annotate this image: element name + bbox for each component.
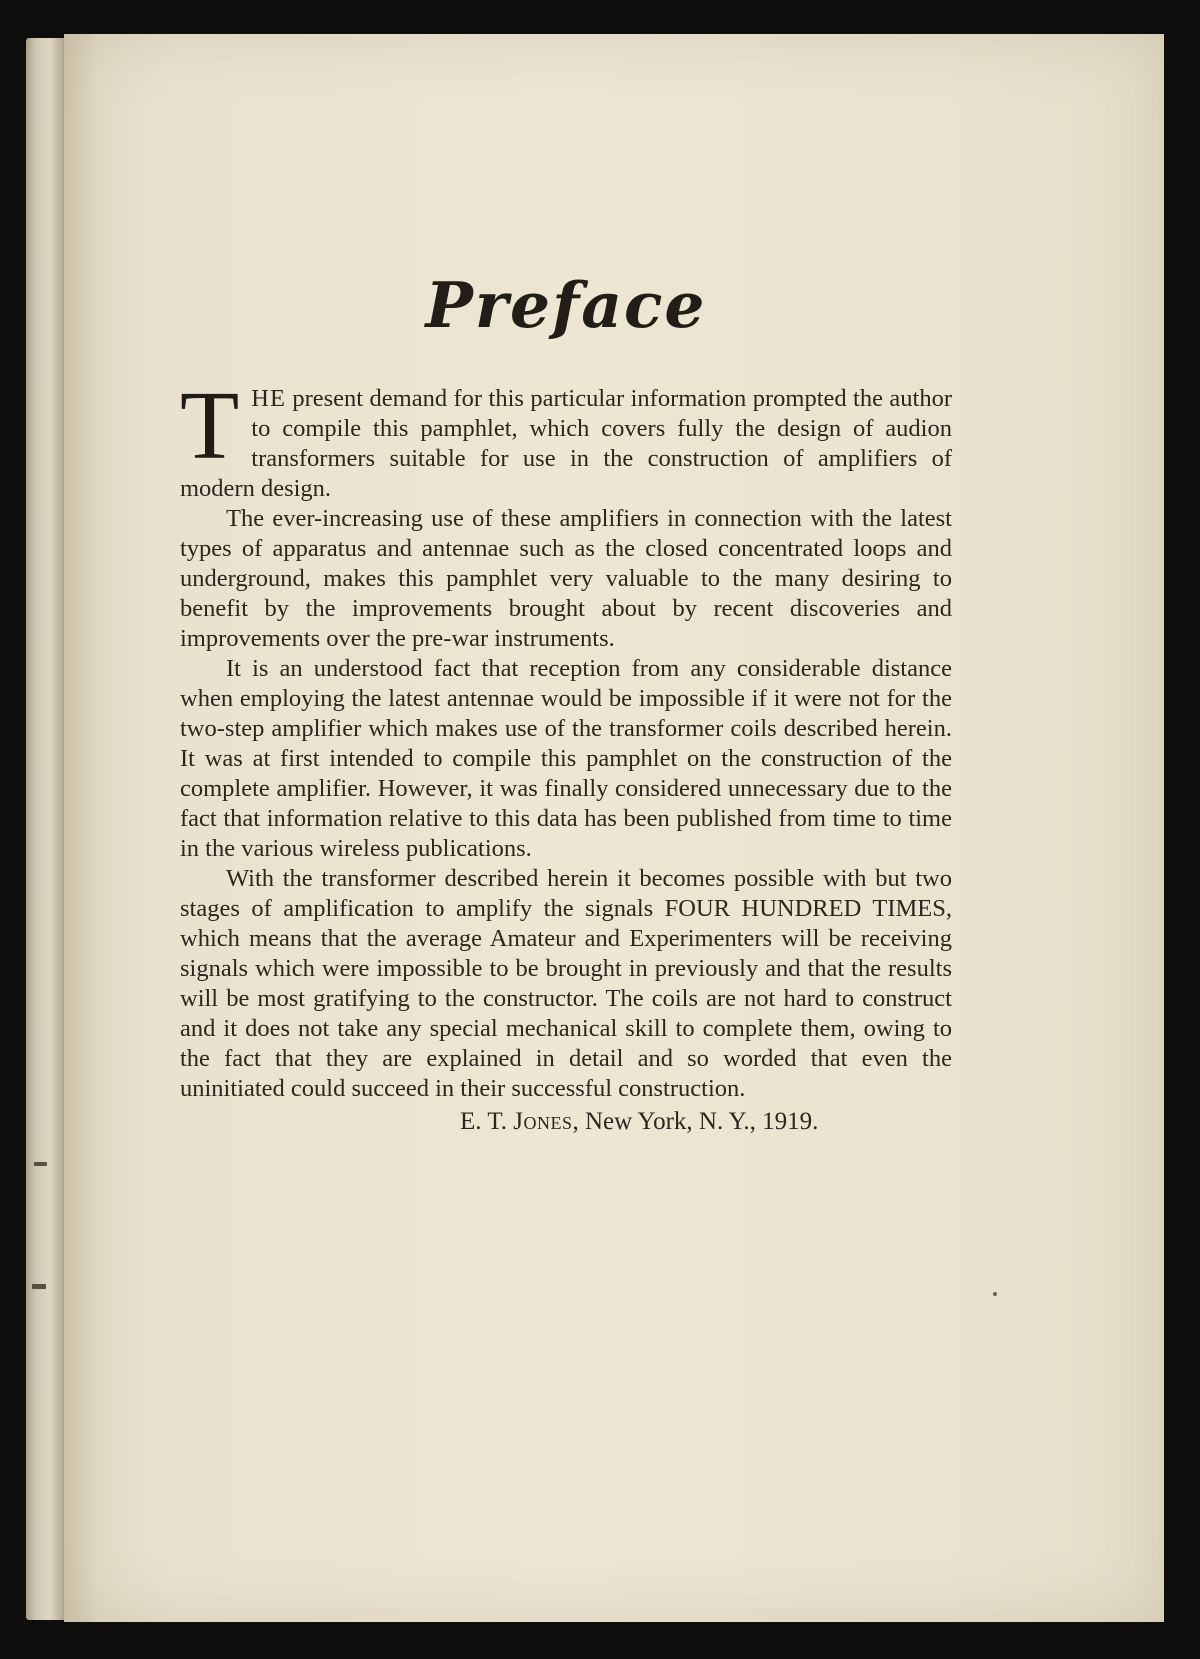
document-page xyxy=(64,34,1164,1622)
signature-surname: Jones xyxy=(513,1108,573,1135)
staple-mark xyxy=(34,1162,47,1166)
author-signature xyxy=(460,1107,952,1137)
paragraph: It is an understood fact that reception from any considerable distance when employing the latest antennae would be impossible if it were not for the two-step amplifier which makes use of the transformer coils described herein. It was at first intended to compile this pamphlet on the construction of the complete amplifier. However, it was finally considered unnecessary due to the fact that information relative to this data has been published from time to time in the various wireless publications. xyxy=(180,655,952,862)
scan-speck xyxy=(993,1292,997,1296)
page-title: Preface xyxy=(425,268,707,342)
paragraph: With the transformer described herein it becomes possible with but two stages of amplification to amplify the signals FOUR HUNDRED TIMES, which means that the average Amateur and Experimenters will be receiving signals which were impossible to be brought in previously and that the results will be most gratifying to the constructor. The coils are not hard to construct and it does not take any special mechanical skill to complete them, owing to the fact that they are explained in detail and so worded that even the uninitiated could succeed in their successful construction. xyxy=(180,865,952,1102)
page-content xyxy=(180,34,952,1137)
adjacent-page-edge xyxy=(26,38,66,1620)
paragraph: The ever-increasing use of these amplifiers in connection with the latest types of apparatus and antennae such as the closed concentrated loops and underground, makes this pamphlet very valuable to the many desiring to benefit by the improvements brought about by recent discoveries and improvements over the pre-war instruments. xyxy=(180,505,952,652)
drop-cap: T xyxy=(180,372,240,479)
opening-paragraph xyxy=(180,372,952,504)
body-text xyxy=(180,372,952,1137)
signature-location-date: , New York, N. Y., 1919. xyxy=(572,1108,819,1135)
signature-initials: E. T. xyxy=(460,1108,514,1135)
opening-lead-caps: HE xyxy=(251,385,286,412)
staple-mark xyxy=(32,1284,46,1289)
opening-paragraph-text: present demand for this particular information prompted the author to compile this pamphlet, which covers fully the design of audion transformers suitable for use in the construction of amplifiers of modern design. xyxy=(180,385,952,502)
